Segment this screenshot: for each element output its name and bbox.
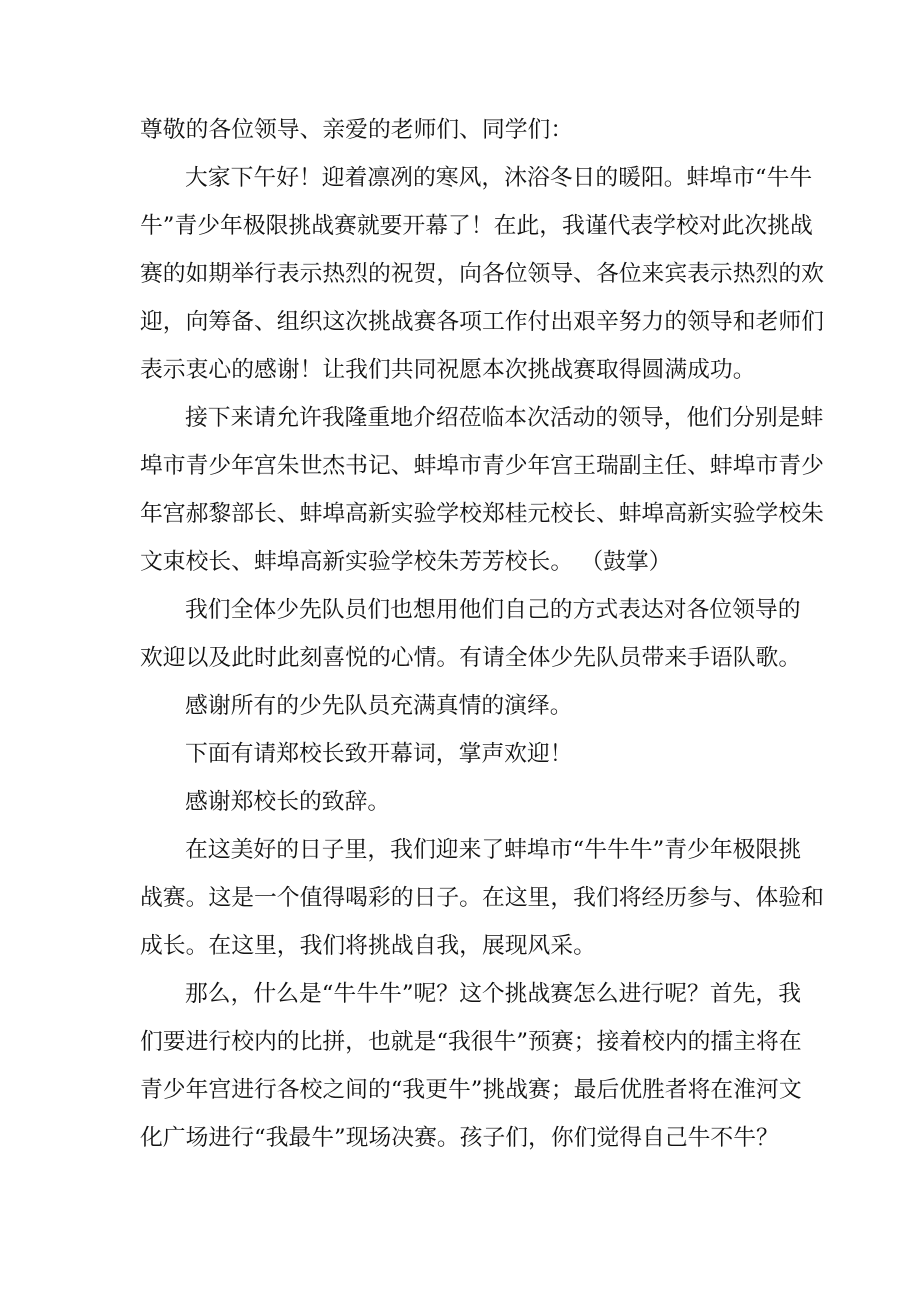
- text-line: 牛”青少年极限挑战赛就要开幕了！在此，我谨代表学校对此次挑战: [140, 213, 813, 239]
- text-line: 我们全体少先队员们也想用他们自己的方式表达对各位领导的: [185, 597, 801, 623]
- text-line: 表示衷心的感谢！让我们共同祝愿本次挑战赛取得圆满成功。: [140, 357, 756, 383]
- text-line: 成长。在这里，我们将挑战自我，展现风采。: [140, 933, 596, 959]
- text-line: 战赛。这是一个值得喝彩的日子。在这里，我们将经历参与、体验和: [140, 885, 824, 911]
- text-line: 青少年宫进行各校之间的“我更牛”挑战赛；最后优胜者将在淮河文: [140, 1077, 802, 1103]
- text-line: 下面有请郑校长致开幕词，掌声欢迎！: [185, 741, 573, 767]
- text-line: 文束校长、蚌埠高新实验学校朱芳芳校长。 （鼓掌）: [140, 549, 672, 575]
- text-line: 尊敬的各位领导、亲爱的老师们、同学们：: [140, 117, 574, 143]
- text-line: 年宫郝黎部长、蚌埠高新实验学校郑桂元校长、蚌埠高新实验学校朱: [140, 501, 824, 527]
- text-line: 欢迎以及此时此刻喜悦的心情。有请全体少先队员带来手语队歌。: [140, 645, 802, 671]
- text-line: 感谢所有的少先队员充满真情的演绎。: [185, 693, 573, 719]
- text-line: 赛的如期举行表示热烈的祝贺，向各位领导、各位来宾表示热烈的欢: [140, 261, 824, 287]
- text-line: 在这美好的日子里，我们迎来了蚌埠市“牛牛牛”青少年极限挑: [185, 837, 802, 863]
- text-line: 接下来请允许我隆重地介绍莅临本次活动的领导，他们分别是蚌: [185, 405, 824, 431]
- text-line: 感谢郑校长的致辞。: [185, 789, 391, 815]
- text-line: 迎，向筹备、组织这次挑战赛各项工作付出艰辛努力的领导和老师们: [140, 309, 824, 335]
- text-line: 埠市青少年宫朱世杰书记、蚌埠市青少年宫王瑞副主任、蚌埠市青少: [140, 453, 824, 479]
- text-line: 化广场进行“我最牛”现场决赛。孩子们，你们觉得自己牛不牛？: [140, 1125, 779, 1151]
- text-line: 那么，什么是“牛牛牛”呢？这个挑战赛怎么进行呢？首先，我: [185, 981, 802, 1007]
- text-line: 大家下午好！迎着凛冽的寒风，沐浴冬日的暖阳。蚌埠市“牛牛: [185, 165, 813, 191]
- document-page: [140, 113, 824, 1169]
- text-line: 们要进行校内的比拼，也就是“我很牛”预赛；接着校内的擂主将在: [140, 1029, 802, 1055]
